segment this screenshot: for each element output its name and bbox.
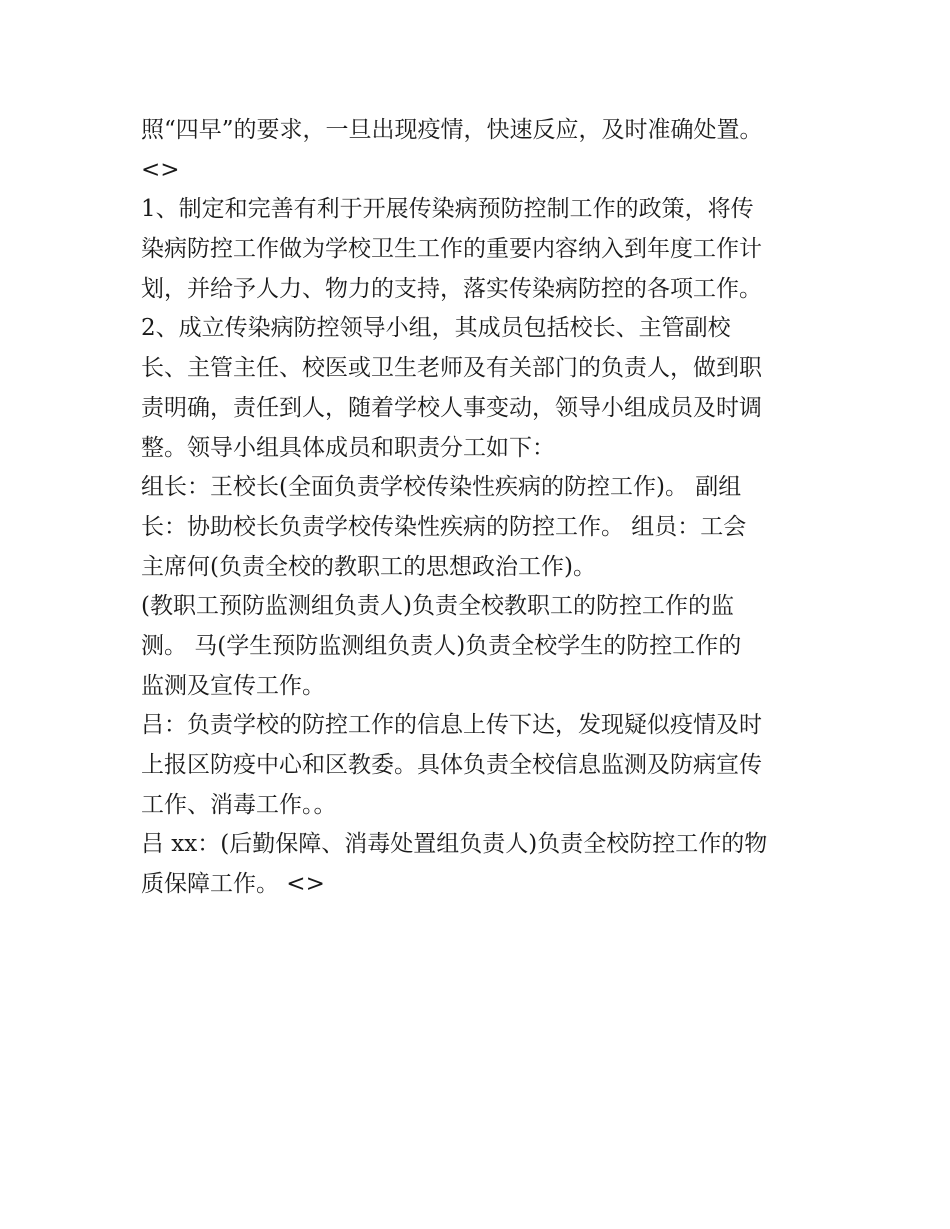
text-line: 测。 马(学生预防监测组负责人)负责全校学生的防控工作的: [141, 632, 742, 659]
text-line: 1、制定和完善有利于开展传染病预防控制工作的政策，将传: [141, 196, 754, 223]
text-line: 长：协助校长负责学校传染性疾病的防控工作。 组员：工会: [141, 513, 747, 540]
text-line: 整。领导小组具体成员和职责分工如下：: [141, 434, 555, 461]
text-line: 主席何(负责全校的教职工的思想政治工作)。: [141, 553, 596, 580]
text-line: 长、主管主任、校医或卫生老师及有关部门的负责人，做到职: [141, 355, 762, 382]
text-line: (教职工预防监测组负责人)负责全校教职工的防控工作的监: [141, 593, 734, 620]
text-line: 质保障工作。 <>: [141, 871, 325, 898]
text-line: 照“四早”的要求，一旦出现疫情，快速反应，及时准确处置。: [141, 117, 763, 143]
document-body: [141, 111, 821, 905]
text-line: 上报区防疫中心和区教委。具体负责全校信息监测及防病宣传: [141, 752, 762, 778]
text-line: 染病防控工作做为学校卫生工作的重要内容纳入到年度工作计: [141, 236, 762, 263]
text-line: 吕 xx：(后勤保障、消毒处置组负责人)负责全校防控工作的物: [141, 831, 768, 858]
text-line: 监测及宣传工作。: [141, 672, 325, 699]
text-line: 2、成立传染病防控领导小组，其成员包括校长、主管副校: [141, 315, 731, 342]
text-line: <>: [141, 156, 180, 183]
text-line: 组长：王校长(全面负责学校传染性疾病的防控工作)。 副组: [141, 474, 742, 501]
text-line: 划，并给予人力、物力的支持，落实传染病防控的各项工作。: [141, 275, 762, 302]
text-line: 吕：负责学校的防控工作的信息上传下达，发现疑似疫情及时: [141, 712, 762, 739]
text-line: 责明确，责任到人，随着学校人事变动，领导小组成员及时调: [141, 394, 762, 421]
text-line: 工作、消毒工作。。: [141, 791, 337, 818]
